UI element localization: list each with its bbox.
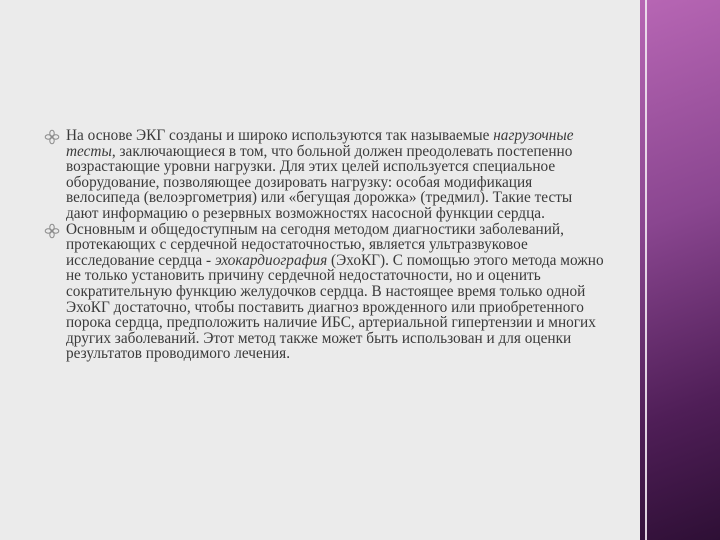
bullet-text-part: На основе ЭКГ созданы и широко используются так называемые — [66, 127, 494, 144]
flower-bullet-icon — [44, 129, 66, 147]
bullet-text — [66, 128, 604, 222]
bullet-emphasis: нагрузочные тесты — [66, 127, 574, 160]
bullet-text — [66, 222, 604, 362]
bullet-text-part: (ЭхоКГ). С помощью этого метода можно не только установить причину сердечной недостаточности, но и оценить сократительную функцию желудочков сердца. В настоящее время только одной ЭхоКГ достаточно, чтобы поставить диагноз врожденного или приобретенного порока сердца, предположить наличие ИБС, артериальной гипертензии и многих других заболеваний. Этот метод также может быть использован и для оценки результатов проводимого лечения. — [66, 251, 604, 363]
bullet-text-part: Основным и общедоступным на сегодня методом диагностики заболеваний, протекающих с сердечной недостаточностью, является ультразвуковое исследование сердца - — [66, 220, 564, 269]
bullet-emphasis: эхокардиография — [214, 251, 328, 269]
slide-content — [44, 128, 604, 362]
bullet-text-part: , заключающиеся в том, что больной должен преодолевать постепенно возрастающие уровни нагрузки. Для этих целей используется специальное оборудование, позволяющее дозировать нагрузку: особая модификация велосипеда (велоэргометрия) или «бегущая дорожка» (тредмил). Такие тесты дают информацию о резервных возможностях насосной функции сердца. — [66, 142, 573, 222]
bullet-item — [44, 128, 604, 222]
bullet-item — [44, 222, 604, 362]
decorative-purple-band — [640, 0, 720, 540]
decorative-stripe — [645, 0, 647, 540]
flower-bullet-icon — [44, 223, 66, 241]
